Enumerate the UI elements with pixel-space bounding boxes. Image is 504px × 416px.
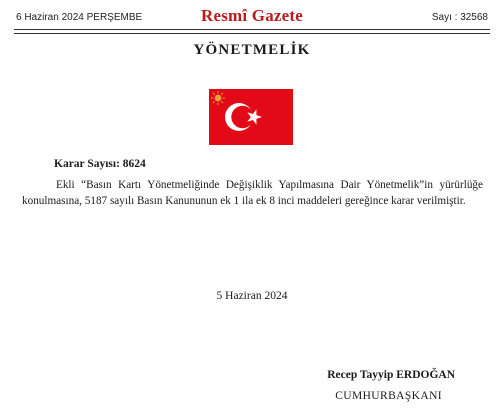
decision-body: Ekli “Basın Kartı Yönetmeliğinde Değişiklik Yapılmasına Dair Yönetmelik”in yürürlüğe konulmasına, 5187 sayılı Basın Kanununun ek 1 ila ek 8 inci maddeleri gereğince karar verilmiştir.	[22, 179, 483, 207]
gazette-title: Resmî Gazete	[201, 6, 303, 25]
section-title: YÖNETMELİK	[193, 42, 311, 58]
signer-name: Recep Tayyip ERDOĞAN	[327, 369, 455, 381]
header-date: 6 Haziran 2024 PERŞEMBE	[16, 12, 143, 23]
issue-number: Sayı : 32568	[431, 12, 488, 23]
decision-number: Karar Sayısı: 8624	[54, 158, 146, 170]
signature-date: 5 Haziran 2024	[216, 290, 288, 302]
sun-emblem-icon	[211, 91, 225, 105]
turkish-flag-icon	[209, 89, 293, 145]
header-divider	[14, 29, 490, 34]
signer-title: CUMHURBAŞKANI	[335, 390, 442, 402]
